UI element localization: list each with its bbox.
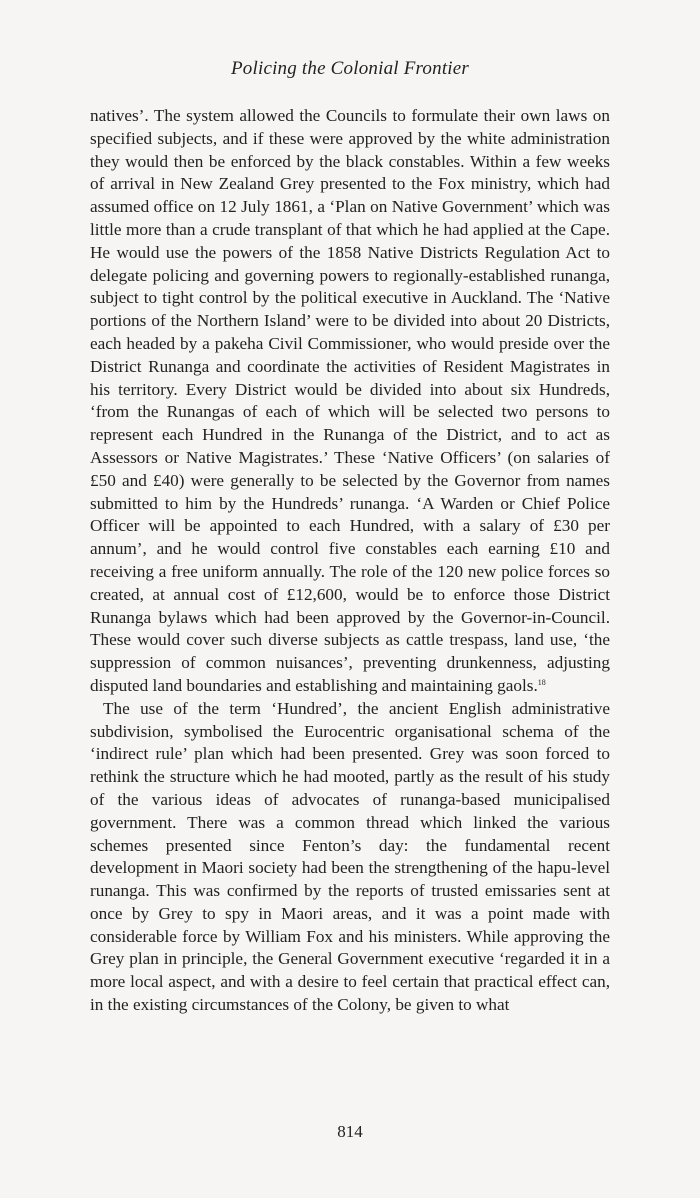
body-text	[90, 105, 610, 1017]
page-number: 814	[337, 1122, 363, 1141]
paragraph-1-text: natives’. The system allowed the Councils to formulate their own laws on specified subjects, and if these were approved by the white administration they would then be enforced by the black constables. Within a few weeks of arrival in New Zealand Grey presented to the Fox ministry, which had assumed office on 12 July 1861, a ‘Plan on Native Government’ which was little more than a crude transplant of that which he had applied at the Cape. He would use the powers of the 1858 Native Districts Regulation Act to delegate policing and governing powers to regionally-established runanga, subject to tight control by the political executive in Auckland. The ‘Native portions of the Northern Island’ were to be divided into about 20 Districts, each headed by a pakeha Civil Commissioner, who would preside over the District Runanga and coordinate the activities of Resident Magistrates in his territory. Every District would be divided into about six Hundreds, ‘from the Runangas of each of which will be selected two persons to represent each Hundred in the Runanga of the District, and to act as Assessors or Native Magistrates.’ These ‘Native Officers’ (on salaries of £50 and £40) were generally to be selected by the Governor from names submitted to him by the Hundreds’ runanga. ‘A Warden or Chief Police Officer will be appointed to each Hundred, with a salary of £30 per annum’, and he would control five constables each earning £10 and receiving a free uniform annually. The role of the 120 new police forces so created, at annual cost of £12,600, would be to enforce those District Runanga bylaws which had been approved by the Governor-in-Council. These would cover such diverse subjects as cattle trespass, land use, ‘the suppression of common nuisances’, preventing drunkenness, adjusting disputed land boundaries and establishing and maintaining gaols.	[90, 106, 610, 695]
running-head: Policing the Colonial Frontier	[230, 58, 470, 79]
paragraph-2-text: The use of the term ‘Hundred’, the ancient English administrative subdivision, symbolised the Eurocentric organisational schema of the ‘indirect rule’ plan which had been presented. Grey was soon forced to rethink the structure which he had mooted, partly as the result of his study of the various ideas of advocates of runanga-based municipalised government. There was a common thread which linked the various schemes presented since Fenton’s day: the fundamental recent development in Maori society had been the strengthening of the hapu-level runanga. This was confirmed by the reports of trusted emissaries sent at once by Grey to spy in Maori areas, and it was a point made with considerable force by William Fox and his ministers. While approving the Grey plan in principle, the General Government executive ‘regarded it in a more local aspect, and with a desire to feel certain that practical effect can, in the existing circumstances of the Colony, be given to what	[90, 698, 610, 1015]
paragraph-1	[90, 105, 610, 698]
paragraph-2	[90, 698, 610, 1017]
footnote-marker: 18	[537, 677, 546, 687]
